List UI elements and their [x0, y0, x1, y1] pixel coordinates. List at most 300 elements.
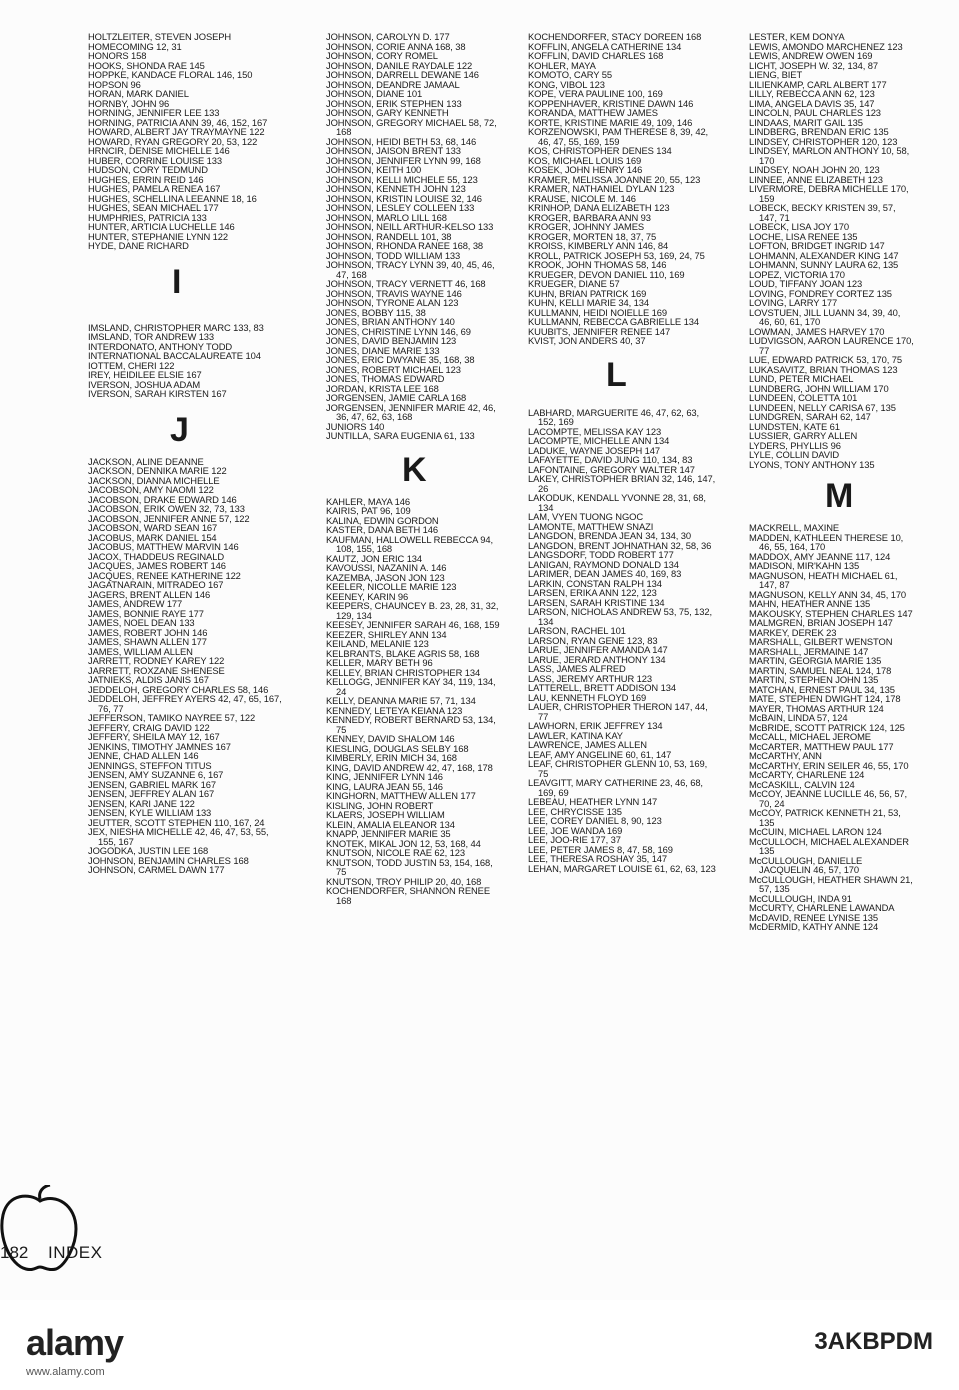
- index-column-3: [528, 32, 718, 873]
- index-column-4: [749, 32, 914, 932]
- index-entry: LAWRENCE, JAMES ALLEN: [528, 739, 647, 750]
- index-entry: LESTER, KEM DONYA: [749, 31, 845, 42]
- entries-i: [88, 323, 288, 399]
- index-entry: JEFFERSON, TAMIKO NAYREE 57, 122: [88, 712, 256, 723]
- index-entry: KRUEGER, DEVON DANIEL 110, 169: [528, 268, 685, 280]
- index-entry: LINDSEY, MARLON ANTHONY 10, 58, 170: [749, 145, 910, 166]
- index-entry: KAUTZ, JON ERIC 134: [326, 552, 423, 564]
- index-entry: KNUTSON, TROY PHILIP 20, 40, 168: [326, 875, 482, 887]
- index-entry: KULLMANN, REBECCA GABRIELLE 134: [528, 316, 699, 327]
- index-entry: McCARTER, MATTHEW PAUL 177: [749, 740, 894, 752]
- index-entry: JENNE, CHAD ALLEN 146: [88, 750, 199, 761]
- index-entry: JAMES, NOEL DEAN 133: [88, 617, 195, 628]
- index-entry: LUE, EDWARD PATRICK 53, 170, 75: [749, 354, 903, 365]
- index-entry: LAM, VYEN TUONG NGOC: [528, 511, 644, 522]
- index-entry: MAGNUSON, KELLY ANN 34, 45, 170: [749, 588, 907, 600]
- stock-watermark-band: [0, 1300, 959, 1390]
- index-entry: JOHNSON, CORIE ANNA 168, 38: [326, 40, 466, 52]
- index-entry: KASTER, DANA BETH 146: [326, 524, 439, 535]
- index-entry: INTERNATIONAL BACCALAUREATE 104: [88, 350, 261, 361]
- index-entry: JUNIORS 140: [326, 420, 385, 432]
- index-entry: KENNEDY, LETEYA KEIANA 123: [326, 704, 463, 716]
- entries-l: [528, 408, 718, 874]
- section-label: INDEX: [48, 1243, 103, 1262]
- index-entry: KOMOTO, CARY 55: [528, 69, 612, 80]
- index-entry: LARSON, NICHOLAS ANDREW 53, 75, 132, 134: [528, 606, 712, 627]
- index-entry: KING, LAURA JEAN 55, 146: [326, 780, 443, 792]
- index-entry: JENNINGS, STEFFON TITUS: [88, 759, 212, 771]
- index-entry: KROGER, BARBARA ANN 93: [528, 211, 651, 223]
- index-entry: KEESEY, JENNIFER SARAH 46, 168, 159: [326, 619, 500, 630]
- index-entry: JATNIEKS, ALDIS JANIS 167: [88, 674, 209, 685]
- index-entry: KRAUSE, NICOLE M. 146: [528, 192, 636, 204]
- index-entry: LOUD, TIFFANY JOAN 123: [749, 278, 863, 289]
- index-entry: KVIST, JON ANDERS 40, 37: [528, 335, 646, 346]
- index-entry: HUMPHRIES, PATRICIA 133: [88, 211, 207, 223]
- index-entry: MAKOUSKY, STEPHEN CHARLES 147: [749, 607, 913, 619]
- index-entry: KNUTSON, TODD JUSTIN 53, 154, 168, 75: [326, 856, 493, 877]
- index-entry: JONES, ERIC DWYANE 35, 168, 38: [326, 354, 475, 365]
- index-entry: KELLY, DEANNA MARIE 57, 71, 134: [326, 695, 476, 706]
- index-entry: KULLMANN, HEIDI NOIELLE 169: [528, 306, 668, 318]
- index-entry: JORGENSEN, JAMIE CARLA 168: [326, 392, 467, 403]
- index-entry: JEX, NIESHA MICHELLE 42, 46, 47, 53, 55, 155, 167: [88, 826, 269, 847]
- index-column-1: [88, 32, 288, 875]
- index-entry: HOMECOMING 12, 31: [88, 40, 182, 52]
- index-entry: HUNTER, STEPHANIE LYNN 122: [88, 230, 228, 242]
- index-entry: JEFFERY, CRAIG DAVID 122: [88, 721, 210, 733]
- index-entry: KOS, MICHAEL LOUIS 169: [528, 154, 642, 166]
- index-entry: KNOTEK, MIKAL JON 12, 53, 168, 44: [326, 837, 481, 849]
- index-entry: LOPEZ, VICTORIA 170: [749, 268, 845, 280]
- index-entry: LANGDON, BRENDA JEAN 34, 134, 30: [528, 530, 692, 541]
- index-entry: KROGER, JOHNNY JAMES: [528, 221, 645, 232]
- index-entry: HUDSON, CORY TEDMUND: [88, 164, 208, 175]
- index-entry: LAKODUK, KENDALL YVONNE 28, 31, 68, 134: [528, 492, 706, 513]
- index-entry: McDERMID, KATHY ANNE 124: [749, 921, 879, 932]
- index-entry: KELLOGG, JENNIFER KAY 34, 119, 134, 24: [326, 676, 496, 697]
- index-entry: LOCHE, LISA RENEE 135: [749, 230, 858, 242]
- index-entry: McCULLOUGH, DANIELLE JACQUELIN 46, 57, 170: [749, 854, 863, 875]
- index-entry: LUNDBERG, JOHN WILLIAM 170: [749, 382, 889, 394]
- index-entry: JEFFERY, SHEILA MAY 12, 167: [88, 731, 220, 742]
- index-entry: JOHNSON, CARMEL DAWN 177: [88, 864, 225, 875]
- index-entry: KAHLER, MAYA 146: [326, 495, 411, 507]
- index-entry: KOPE, VERA PAULINE 100, 169: [528, 88, 663, 99]
- index-entry: IMSLAND, TOR ANDREW 133: [88, 331, 215, 342]
- index-entry: KISLING, JOHN ROBERT: [326, 799, 434, 811]
- index-entry: KENNEDY, ROBERT BERNARD 53, 134, 75: [326, 714, 496, 735]
- index-entry: LARSEN, SARAH KRISTINE 134: [528, 596, 665, 608]
- index-entry: LOBECK, LISA JOY 170: [749, 221, 849, 232]
- section-letter-j: J: [170, 410, 189, 449]
- index-entry: KING, JENNIFER LYNN 146: [326, 771, 443, 782]
- watermark-url: www.alamy.com: [26, 1366, 105, 1378]
- index-entry: MARKEY, DEREK 23: [749, 626, 837, 638]
- index-entry: KLEIN, AMALIA ELEANOR 134: [326, 818, 455, 830]
- index-entry: McCARTY, CHARLENE 124: [749, 769, 865, 780]
- index-entry: KAZEMBA, JASON JON 123: [326, 571, 445, 583]
- index-entry: McCULLOUGH, HEATHER SHAWN 21, 57, 135: [749, 873, 913, 894]
- index-entry: KING, DAVID ANDREW 42, 47, 168, 178: [326, 761, 493, 773]
- index-entry: KINGHORN, MATTHEW ALLEN 177: [326, 790, 476, 801]
- index-entry: JOHNSON, DANILE RAYDALE 122: [326, 59, 473, 71]
- index-entry: KAIRIS, PAT 96, 109: [326, 505, 411, 516]
- section-letter-i: I: [172, 262, 182, 301]
- index-entry: LOBECK, BECKY KRISTEN 39, 57, 147, 71: [749, 202, 896, 223]
- index-entry: KROOK, JOHN THOMAS 58, 146: [528, 259, 667, 270]
- index-entry: McCASKILL, CALVIN 124: [749, 778, 855, 790]
- index-entry: JENSEN, GABRIEL MARK 167: [88, 778, 217, 790]
- index-entry: JOHNSON, TYRONE ALAN 123: [326, 297, 459, 308]
- index-entry: JOHNSON, MARLO LILL 168: [326, 211, 447, 223]
- index-entry: MARTIN, STEPHEN JOHN 135: [749, 674, 879, 685]
- index-entry: McCALL, MICHAEL JEROME: [749, 731, 871, 742]
- index-entry: McCURTY, CHARLENE LAWANDA: [749, 902, 895, 913]
- index-entry: LASS, JEREMY ARTHUR 123: [528, 672, 652, 684]
- index-entry: HORNING, JENNIFER LEE 133: [88, 107, 220, 118]
- index-entry: JOHNSON, TODD WILLIAM 133: [326, 249, 461, 261]
- index-entry: JONES, DAVID BENJAMIN 123: [326, 335, 457, 346]
- index-entry: JOHNSON, KEITH 100: [326, 164, 422, 175]
- index-entry: JENSEN, KYLE WILLIAM 133: [88, 807, 212, 818]
- index-entry: HUGHES, PAMELA RENEA 167: [88, 183, 221, 194]
- index-entry: JENSEN, KARI JANE 122: [88, 797, 195, 809]
- index-entry: KEELER, NICOLLE MARIE 123: [326, 581, 457, 592]
- index-entry: JEDDELOH, JEFFREY AYERS 42, 47, 65, 167, 76, 77: [88, 693, 282, 714]
- index-entry: McCOY, PATRICK KENNETH 21, 53, 135: [749, 807, 901, 828]
- index-entry: LOWMAN, JAMES HARVEY 170: [749, 325, 885, 337]
- index-entry: HORNING, PATRICIA ANN 39, 46, 152, 167: [88, 116, 268, 128]
- index-entry: JORGENSEN, JENNIFER MARIE 42, 46, 36, 47, 62, 63, 168: [326, 401, 496, 422]
- index-entry: KOPPENHAVER, KRISTINE DAWN 146: [528, 97, 694, 109]
- index-entry: JACKSON, ALINE DEANNE: [88, 455, 204, 467]
- index-entry: JACOX, THADDEUS REGINALD: [88, 550, 224, 562]
- entries-h: [88, 32, 288, 251]
- index-entry: JOHNSON, GREGORY MICHAEL 58, 72, 168: [326, 116, 497, 137]
- index-entry: KALINA, EDWIN GORDON: [326, 514, 439, 526]
- index-entry: LAKEY, CHRISTOPHER BRIAN 32, 146, 147, 26: [528, 473, 716, 494]
- index-entry: JOHNSON, GARY KENNETH: [326, 107, 449, 118]
- index-entry: JOHNSON, DEANDRE JAMAAL: [326, 78, 460, 90]
- index-entry: HOWARD, ALBERT JAY TRAYMAYNE 122: [88, 126, 265, 137]
- index-entry: JOHNSON, KENNETH JOHN 123: [326, 183, 466, 194]
- index-entry: JOHNSON, RANDELL 101, 38: [326, 230, 452, 242]
- index-entry: JOHNSON, DIANE 101: [326, 88, 423, 99]
- page-footer: [0, 1185, 200, 1275]
- index-entry: LEHAN, MARGARET LOUISE 61, 62, 63, 123: [528, 862, 716, 874]
- index-entry: JUNTILLA, SARA EUGENIA 61, 133: [326, 430, 475, 441]
- index-entry: KOFFLIN, ANGELA CATHERINE 134: [528, 40, 682, 52]
- index-entry: JEUTTER, SCOTT STEPHEN 110, 167, 24: [88, 816, 265, 828]
- index-entry: LEWIS, AMONDO MARCHENEZ 123: [749, 40, 903, 52]
- index-entry: JONES, BRIAN ANTHONY 140: [326, 316, 455, 327]
- index-entry: JENSEN, AMY SUZANNE 6, 167: [88, 769, 224, 780]
- index-entry: McBAIN, LINDA 57, 124: [749, 712, 848, 723]
- index-entry: LIVERMORE, DEBRA MICHELLE 170, 159: [749, 183, 909, 204]
- index-entry: KEEPERS, CHAUNCEY B. 23, 28, 31, 32, 129, 134: [326, 600, 499, 621]
- index-entry: JONES, THOMAS EDWARD: [326, 373, 445, 384]
- index-entry: LABHARD, MARGUERITE 46, 47, 62, 63, 152, 169: [528, 406, 700, 427]
- index-entry: KOCHENDORFER, STACY DOREEN 168: [528, 31, 702, 42]
- index-entry: LEE, COREY DANIEL 8, 90, 123: [528, 815, 662, 826]
- index-entry: JORDAN, KRISTA LEE 168: [326, 382, 439, 394]
- watermark-logo: alamy: [26, 1322, 124, 1363]
- index-entry: KLAERS, JOSEPH WILLIAM: [326, 809, 445, 820]
- index-entry: JACQUES, JAMES ROBERT 146: [88, 560, 226, 571]
- index-entry: JAMES, SHAWN ALLEN 177: [88, 636, 207, 647]
- index-entry: HORNBY, JOHN 96: [88, 97, 170, 109]
- index-entry: JARRETT, ROXZANE SHENESE: [88, 664, 225, 676]
- index-entry: JOHNSON, CORY ROMEL: [326, 50, 438, 61]
- index-entry: LOHMANN, ALEXANDER KING 147: [749, 249, 899, 261]
- index-entry: McCARTHY, ERIN SEILER 46, 55, 170: [749, 759, 909, 771]
- index-entry: JOHNSON, BENJAMIN CHARLES 168: [88, 854, 249, 866]
- index-entry: JOHNSON, TRAVIS WAYNE 146: [326, 287, 462, 299]
- index-entry: KEENEY, KARIN 96: [326, 590, 409, 602]
- index-entry: JACOBSON, DRAKE EDWARD 146: [88, 493, 237, 505]
- index-entry: JOHNSON, TRACY LYNN 39, 40, 45, 46, 47, 168: [326, 259, 495, 280]
- index-entry: HOPPKE, KANDACE FLORAL 146, 150: [88, 69, 253, 80]
- index-entry: LARUE, JENNIFER AMANDA 147: [528, 644, 668, 655]
- index-entry: KUHN, BRIAN PATRICK 169: [528, 287, 647, 299]
- index-entry: KOSEK, JOHN HENRY 146: [528, 164, 643, 175]
- index-entry: MADDOX, AMY JEANNE 117, 124: [749, 550, 891, 562]
- index-entry: LOHMANN, SUNNY LAURA 62, 135: [749, 259, 899, 270]
- index-entry: LEE, CHRYCISSE 135: [528, 805, 622, 817]
- index-entry: LYLE, COLLIN DAVID: [749, 449, 840, 460]
- index-entry: LEE, JOO-RIE 177, 37: [528, 834, 621, 845]
- index-entry: JAGERS, BRENT ALLEN 146: [88, 588, 211, 600]
- index-entry: KORTE, KRISTINE MARIE 49, 109, 146: [528, 116, 693, 128]
- index-entry: LEAF, AMY ANGELINE 60, 61, 147: [528, 748, 672, 760]
- index-entry: JONES, CHRISTINE LYNN 146, 69: [326, 325, 471, 337]
- index-entry: IOTTEM, CHERI 122: [88, 359, 175, 371]
- index-entry: LEWIS, ANDREW OWEN 169: [749, 50, 873, 61]
- index-entry: LANIGAN, RAYMOND DONALD 134: [528, 558, 679, 570]
- index-entry: IVERSON, SARAH KIRSTEN 167: [88, 388, 227, 399]
- index-entry: KENNEY, DAVID SHALOM 146: [326, 733, 455, 744]
- index-entry: IREY, HEIDILEE ELSIE 167: [88, 369, 202, 380]
- index-entry: HUGHES, ERRIN REID 146: [88, 173, 204, 185]
- index-entry: LARSEN, ERIKA ANN 122, 123: [528, 587, 657, 598]
- index-entry: MAGNUSON, HEATH MICHAEL 61, 147, 87: [749, 569, 898, 590]
- index-entry: LUDVIGSON, AARON LAURENCE 170, 77: [749, 335, 914, 356]
- page-number: 182: [0, 1243, 29, 1262]
- index-entry: LOFTON, BRIDGET INGRID 147: [749, 240, 885, 251]
- section-letter-k: K: [402, 450, 427, 489]
- index-entry: MATE, STEPHEN DWIGHT 124, 178: [749, 693, 901, 704]
- index-entry: LAU, KENNETH FLOYD 169: [528, 691, 647, 703]
- index-entry: LEE, THERESA ROSHAY 35, 147: [528, 853, 668, 864]
- index-entry: JOHNSON, KELLI MICHELE 55, 123: [326, 173, 478, 185]
- index-entry: LUNDEEN, NELLY CARISA 67, 135: [749, 401, 896, 413]
- index-entry: JAMES, ROBERT JOHN 146: [88, 626, 208, 638]
- index-entry: KEEZER, SHIRLEY ANN 134: [326, 628, 447, 640]
- index-entry: KOS, CHRISTOPHER DENES 134: [528, 145, 672, 156]
- section-letter-m: M: [825, 477, 854, 515]
- index-entry: LAWLER, KATINA KAY: [528, 729, 623, 741]
- index-entry: KRAMER, NATHANIEL DYLAN 123: [528, 183, 675, 194]
- index-entry: LEE, PETER JAMES 8, 47, 58, 169: [528, 843, 673, 855]
- index-entry: LINDSEY, CHRISTOPHER 120, 123: [749, 135, 898, 147]
- index-entry: HUBER, CORRINE LOUISE 133: [88, 154, 222, 166]
- index-entry: LEBEAU, HEATHER LYNN 147: [528, 796, 658, 807]
- index-entry: JAMES, WILLIAM ALLEN: [88, 645, 193, 657]
- index-entry: JACKSON, DIANNA MICHELLE: [88, 474, 220, 486]
- entries-k: [326, 497, 501, 906]
- index-entry: JAMES, BONNIE RAYE 177: [88, 607, 204, 619]
- index-entry: MADISON, MIR'KAHN 135: [749, 560, 860, 571]
- index-entry: JENSEN, JEFFREY ALAN 167: [88, 788, 215, 799]
- index-entry: KNUTSON, NICOLE RAE 62, 123: [326, 847, 466, 858]
- index-entry: KORANDA, MATTHEW JAMES: [528, 107, 658, 118]
- index-entry: JONES, DIANE MARIE 133: [326, 344, 440, 356]
- index-entry: JENKINS, TIMOTHY JAMNES 167: [88, 740, 231, 752]
- index-entry: IMSLAND, CHRISTOPHER MARC 133, 83: [88, 321, 264, 333]
- index-entry: HONORS 158: [88, 50, 147, 61]
- index-entry: LARKIN, CONSTAN RALPH 134: [528, 577, 662, 589]
- index-entry: LARIMER, DEAN JAMES 40, 169, 83: [528, 568, 682, 579]
- index-entry: KRUEGER, DIANE 57: [528, 278, 620, 289]
- index-entry: HOPSON 96: [88, 78, 141, 90]
- index-entry: KNAPP, JENNIFER MARIE 35: [326, 828, 451, 839]
- index-entry: LEAVGITT, MARY CATHERINE 23, 46, 68, 169, 69: [528, 777, 703, 798]
- index-entry: HRNCIR, DENISE MICHELLE 146: [88, 145, 230, 156]
- index-entry: LANGSDORF, TODD ROBERT 177: [528, 549, 674, 560]
- index-entry: KAUFMAN, HALLOWELL REBECCA 94, 108, 155, 168: [326, 533, 494, 554]
- index-entry: LINCOLN, PAUL CHARLES 123: [749, 107, 881, 118]
- index-entry: HOOKS, SHONDA RAE 145: [88, 59, 205, 71]
- index-entry: KORZENOWSKI, PAM THERESE 8, 39, 42, 46, 47, 55, 169, 159: [528, 126, 709, 147]
- index-entry: JOHNSON, TRACY VERNETT 46, 168: [326, 278, 486, 289]
- index-entry: JACOBSON, AMY NAOMI 122: [88, 484, 214, 495]
- entries-johnson-jones: [326, 32, 501, 441]
- index-entry: LILIENKAMP, CARL ALBERT 177: [749, 78, 887, 90]
- index-entry: LUND, PETER MICHAEL: [749, 373, 854, 384]
- index-entry: LAWHORN, ERIK JEFFREY 134: [528, 720, 663, 731]
- index-entry: KRINHOP, DANA ELIZABETH 123: [528, 202, 670, 213]
- index-entry: KROLL, PATRICK JOSEPH 53, 169, 24, 75: [528, 249, 705, 261]
- index-entry: JACKSON, DENNIKA MARIE 122: [88, 465, 227, 476]
- index-entry: KROISS, KIMBERLY ANN 146, 84: [528, 240, 669, 251]
- index-entry: LAFAYETTE, DAVID JUNG 110, 134, 83: [528, 454, 693, 465]
- index-entry: LILLY, REBECCA ANN 62, 123: [749, 88, 875, 99]
- entries-j: [88, 457, 288, 875]
- index-entry: KAVOUSSI, NAZANIN A. 146: [326, 562, 447, 573]
- index-entry: KUHN, KELLI MARIE 34, 134: [528, 297, 649, 308]
- index-entry: KUUBITS, JENNIFER RENEE 147: [528, 325, 671, 337]
- index-entry: MATCHAN, ERNEST PAUL 34, 135: [749, 683, 895, 695]
- index-entry: McBRIDE, SCOTT PATRICK 124, 125: [749, 721, 905, 733]
- index-entry: LANGDON, BRENT JOHNATHAN 32, 58, 36: [528, 539, 712, 551]
- index-entry: MAHN, HEATHER ANNE 135: [749, 598, 871, 609]
- index-entry: KONG, VIBOL 123: [528, 78, 605, 90]
- index-entry: MARSHALL, JERMAINE 147: [749, 645, 869, 657]
- index-entry: LOVSTUEN, JILL LUANN 34, 39, 40, 46, 60, 61, 170: [749, 306, 901, 327]
- index-entry: JACOBSON, JENNIFER ANNE 57, 122: [88, 512, 250, 524]
- entries-k-continued: [528, 32, 718, 346]
- index-entry: LINNEE, ANNE ELIZABETH 123: [749, 173, 883, 185]
- index-entry: JOHNSON, ERIK STEPHEN 133: [326, 97, 462, 109]
- index-entry: JOGODKA, JUSTIN LEE 168: [88, 845, 209, 856]
- index-entry: LINDBERG, BRENDAN ERIC 135: [749, 126, 889, 137]
- index-entry: LARUE, JERARD ANTHONY 134: [528, 653, 666, 665]
- index-entry: MALMGREN, BRIAN JOSEPH 147: [749, 617, 893, 628]
- index-entry: LAMONTE, MATTHEW SNAZI: [528, 520, 654, 532]
- index-entry: JOHNSON, JAISON BRENT 133: [326, 145, 461, 156]
- index-entry: KOHLER, MAYA: [528, 59, 596, 71]
- index-entry: LATTERELL, BRETT ADDISON 134: [528, 682, 676, 693]
- index-entry: LYONS, TONY ANTHONY 135: [749, 458, 875, 470]
- index-entry: McDAVID, RENEE LYNISE 135: [749, 911, 878, 923]
- index-entry: JOHNSON, JENNIFER LYNN 99, 168: [326, 154, 481, 166]
- index-entry: LACOMPTE, MELISSA KAY 123: [528, 425, 662, 437]
- index-entry: MADDEN, KATHLEEN THERESE 10, 46, 55, 164, 170: [749, 531, 904, 552]
- index-column-2: [326, 32, 501, 905]
- index-entry: KIMBERLY, ERIN MICH 34, 168: [326, 752, 457, 763]
- index-entry: KEILAND, MELANIE 123: [326, 638, 429, 649]
- index-entry: LUSSIER, GARRY ALLEN: [749, 430, 858, 441]
- index-entry: JACOBSON, ERIK OWEN 32, 73, 133: [88, 503, 245, 514]
- index-entry: LEE, JOE WANDA 169: [528, 824, 623, 836]
- index-entry: HUGHES, SCHELLINA LEEANNE 18, 16: [88, 192, 257, 204]
- index-entry: JOHNSON, CAROLYN D. 177: [326, 31, 450, 42]
- index-entry: JAMES, ANDREW 177: [88, 598, 183, 609]
- index-entry: JOHNSON, NEILL ARTHUR-KELSO 133: [326, 221, 494, 232]
- index-entry: JARRETT, RODNEY KAREY 122: [88, 655, 225, 666]
- index-entry: INTERDONATO, ANTHONY TODD: [88, 340, 233, 352]
- index-entry: JOHNSON, DARRELL DEWANE 146: [326, 69, 479, 80]
- index-entry: McCULLOUGH, INDA 91: [749, 892, 852, 904]
- index-entry: HOWARD, RYAN GREGORY 20, 53, 122: [88, 135, 258, 147]
- index-entry: JOHNSON, RHONDA RANEE 168, 38: [326, 240, 484, 251]
- index-entry: HYDE, DANE RICHARD: [88, 240, 189, 251]
- index-entry: IVERSON, JOSHUA ADAM: [88, 378, 201, 390]
- index-entry: KELLER, MARY BETH 96: [326, 657, 433, 668]
- index-entry: HOLTZLEITER, STEVEN JOSEPH: [88, 31, 232, 42]
- entries-m: [749, 523, 914, 932]
- index-entry: MARTIN, SAMUEL NEAL 124, 178: [749, 664, 892, 676]
- index-entry: JOHNSON, KRISTIN LOUISE 32, 146: [326, 192, 482, 204]
- index-entry: JOHNSON, HEIDI BETH 53, 68, 146: [326, 135, 477, 147]
- index-entry: LADUKE, WAYNE JOSEPH 147: [528, 444, 661, 456]
- index-entry: JACOBUS, MATTHEW MARVIN 146: [88, 541, 239, 552]
- index-entry: KOFFLIN, DAVID CHARLES 168: [528, 50, 664, 61]
- index-entry: LYDERS, PHYLLIS 96: [749, 439, 841, 451]
- index-entry: LIENG, BIET: [749, 69, 803, 80]
- index-entry: KOCHENDORFER, SHANNON RENEE 168: [326, 885, 490, 906]
- index-entry: HORAN, MARK DANIEL: [88, 88, 189, 99]
- index-entry: HUGHES, SEAN MICHAEL 177: [88, 202, 219, 213]
- index-entry: JEDDELOH, GREGORY CHARLES 58, 146: [88, 683, 269, 695]
- index-entry: LIMA, ANGELA DAVIS 35, 147: [749, 97, 875, 109]
- index-entry: JACOBSON, WARD SEAN 167: [88, 522, 218, 533]
- index-entry: JONES, ROBERT MICHAEL 123: [326, 363, 461, 375]
- index-entry: LINDSEY, NOAH JOHN 20, 123: [749, 164, 880, 175]
- index-entry: MARSHALL, GILBERT WENSTON: [749, 636, 893, 647]
- index-entry: LUNDEEN, COLETTA 101: [749, 392, 858, 403]
- index-entry: MACKRELL, MAXINE: [749, 522, 840, 533]
- index-entry: McCUIN, MICHAEL LARON 124: [749, 826, 882, 837]
- index-entry: LEAF, CHRISTOPHER GLENN 10, 53, 169, 75: [528, 758, 708, 779]
- index-entry: JACQUES, RENEE KATHERINE 122: [88, 569, 241, 581]
- index-entry: LARSON, RYAN GENE 123, 83: [528, 634, 658, 646]
- index-entry: JONES, BOBBY 115, 38: [326, 306, 426, 318]
- index-entry: LASS, JAMES ALFRED: [528, 663, 626, 674]
- index-entry: MARTIN, GEORGIA MARIE 135: [749, 655, 882, 666]
- index-entry: KELLEY, BRIAN CHRISTOPHER 134: [326, 666, 481, 678]
